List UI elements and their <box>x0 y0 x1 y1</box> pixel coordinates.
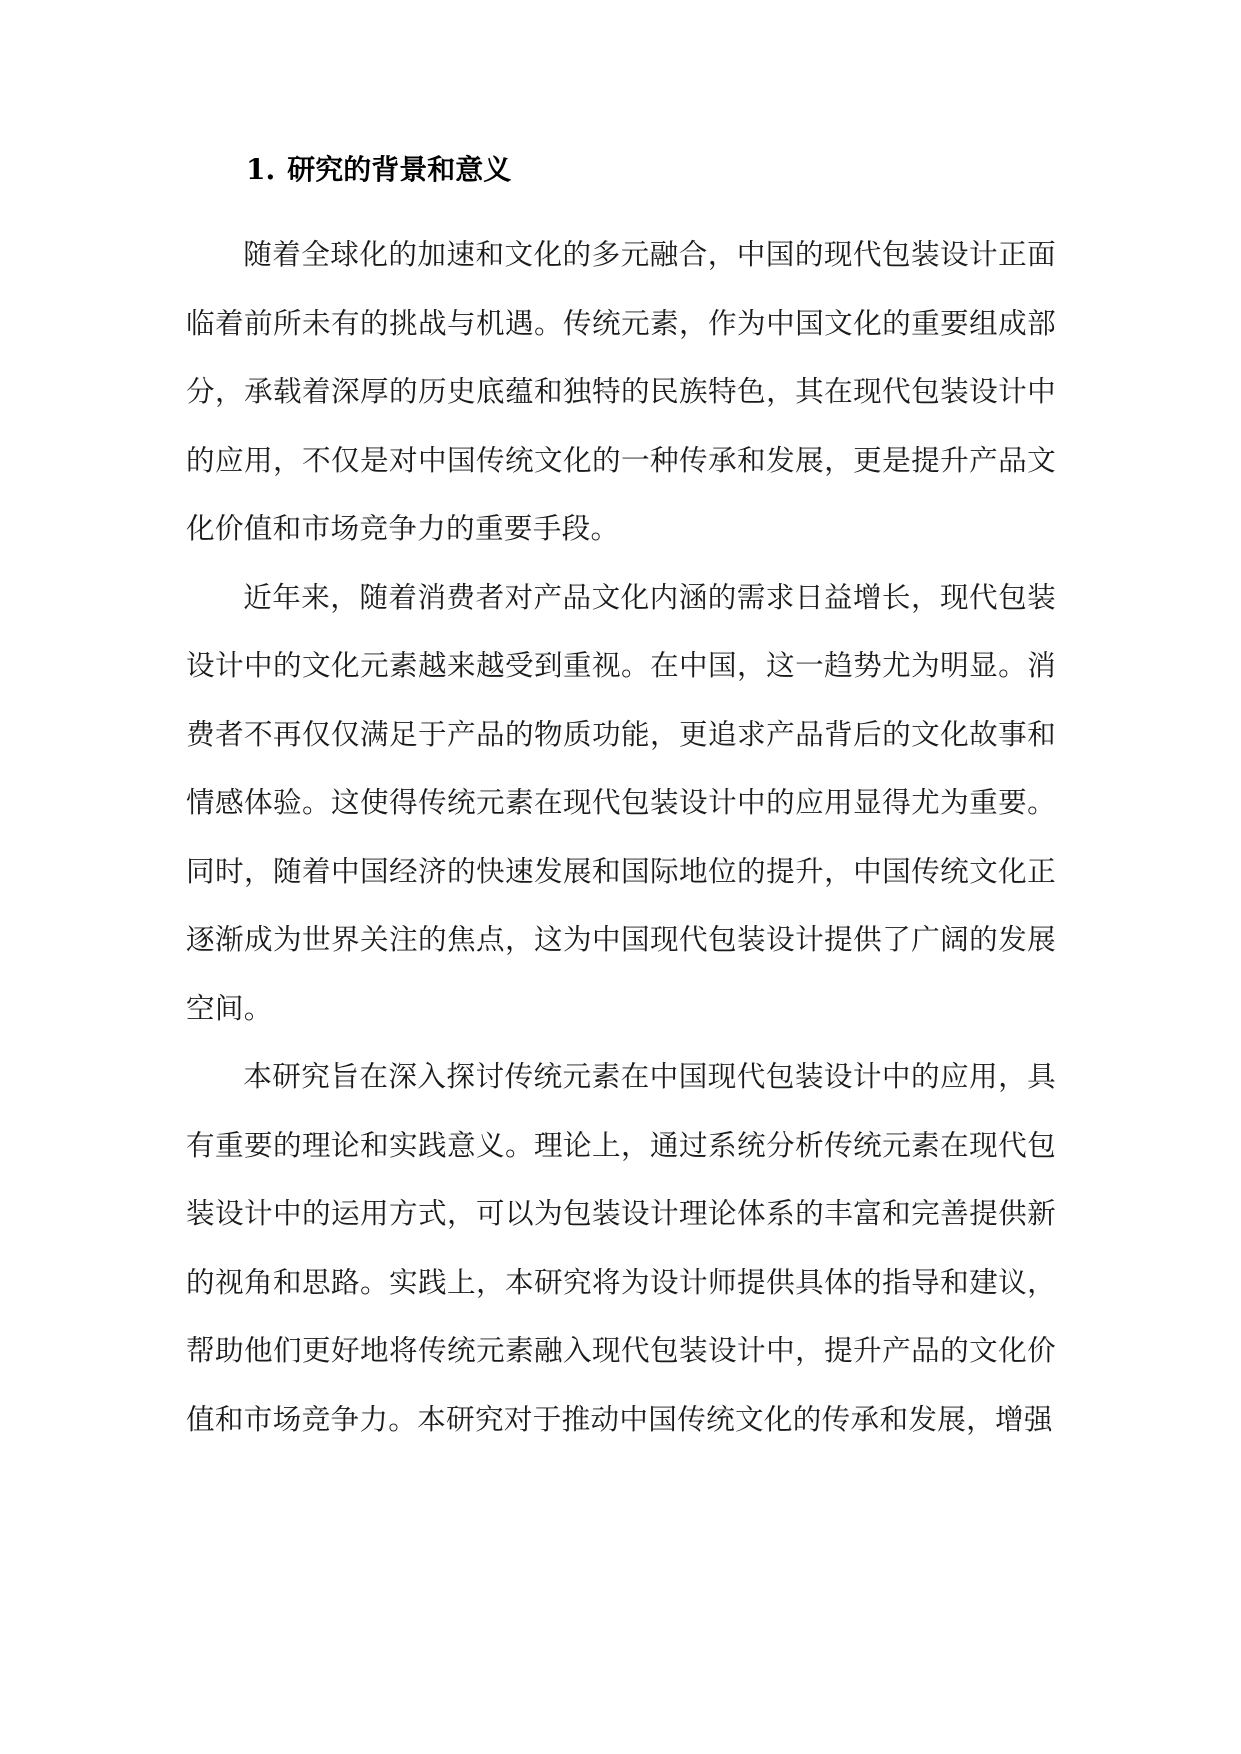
paragraph-background: 随着全球化的加速和文化的多元融合，中国的现代包装设计正面临着前所未有的挑战与机遇。传统元素，作为中国文化的重要组成部分，承载着深厚的历史底蕴和独特的民族特色，其在现代包装设计中的应用，不仅是对中国传统文化的一种传承和发展，更是提升产品文化价值和市场竞争力的重要手段。 <box>186 237 1056 545</box>
document-body <box>186 150 1056 1453</box>
section-number: 1. <box>246 153 276 186</box>
paragraph-trend: 近年来，随着消费者对产品文化内涵的需求日益增长，现代包装设计中的文化元素越来越受到重视。在中国，这一趋势尤为明显。消费者不再仅仅满足于产品的物质功能，更追求产品背后的文化故事和情感体验。这使得传统元素在现代包装设计中的应用显得尤为重要。同时，随着中国经济的快速发展和国际地位的提升，中国传统文化正逐渐成为世界关注的焦点，这为中国现代包装设计提供了广阔的发展空间。 <box>186 579 1056 1025</box>
section-title: 研究的背景和意义 <box>287 153 512 186</box>
paragraph-significance: 本研究旨在深入探讨传统元素在中国现代包装设计中的应用，具有重要的理论和实践意义。理论上，通过系统分析传统元素在现代包装设计中的运用方式，可以为包装设计理论体系的丰富和完善提供新的视角和思路。实践上，本研究将为设计师提供具体的指导和建议，帮助他们更好地将传统元素融入现代包装设计中，提升产品的文化价值和市场竞争力。本研究对于推动中国传统文化的传承和发展，增强 <box>186 1059 1056 1436</box>
section-heading <box>246 150 1056 190</box>
